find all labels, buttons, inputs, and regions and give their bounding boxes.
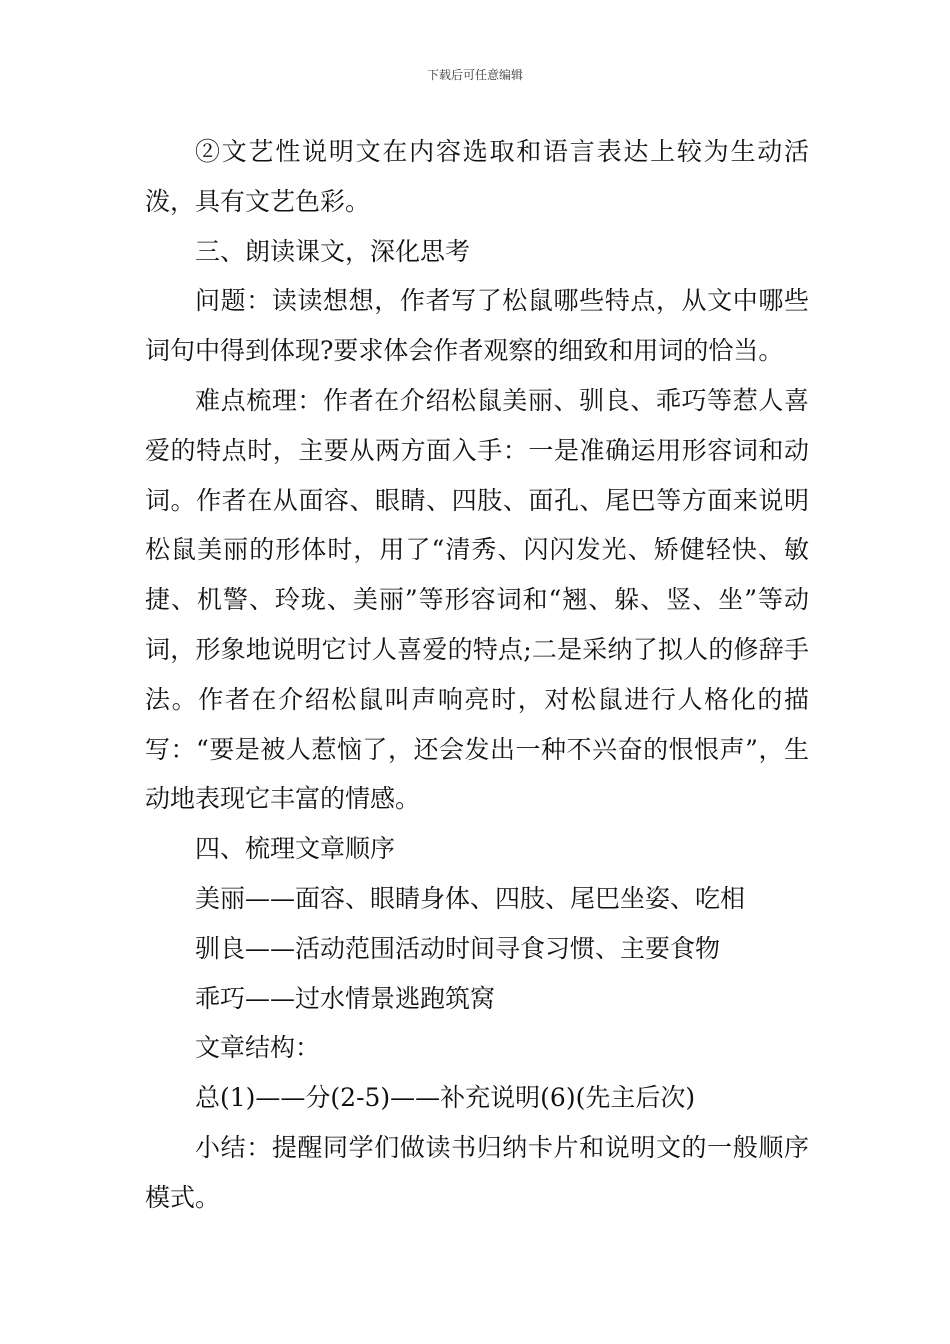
- order-item-docile: 驯良——活动范围活动时间寻食习惯、主要食物: [195, 933, 721, 963]
- section-heading-read-aloud: 三、朗读课文，深化思考: [195, 236, 471, 266]
- structure-outline: 总(1)——分(2-5)——补充说明(6)(先主后次): [195, 1083, 696, 1113]
- paragraph-literary-expository: ②文艺性说明文在内容选取和语言表达上较为生动活泼，具有文艺色彩。: [145, 137, 809, 216]
- paragraph-question: 问题：读读想想，作者写了松鼠哪些特点，从文中哪些词句中得到体现?要求体会作者观察的细致和用词的恰当。: [145, 286, 809, 366]
- section-heading-article-order: 四、梳理文章顺序: [195, 834, 396, 864]
- paragraph-summary: 小结：提醒同学们做读书归纳卡片和说明文的一般顺序模式。: [145, 1132, 809, 1212]
- order-item-clever: 乖巧——过水情景逃跑筑窝: [195, 983, 496, 1013]
- document-body: [145, 127, 809, 1223]
- order-item-beautiful: 美丽——面容、眼睛身体、四肢、尾巴坐姿、吃相: [195, 883, 746, 913]
- page-header: 下载后可任意编辑: [426, 68, 523, 82]
- paragraph-difficulty-analysis: 难点梳理：作者在介绍松鼠美丽、驯良、乖巧等惹人喜爱的特点时，主要从两方面入手：一是准确运用形容词和动词。作者在从面容、眼睛、四肢、面孔、尾巴等方面来说明松鼠美丽的形体时，用了“清秀、闪闪发光、矫健轻快、敏捷、机警、玲珑、美丽”等形容词和“翘、躲、竖、坐”等动词，形象地说明它讨人喜爱的特点;二是采纳了拟人的修辞手法。作者在介绍松鼠叫声响亮时，对松鼠进行人格化的描写：“要是被人惹恼了，还会发出一种不兴奋的恨恨声”，生动地表现它丰富的情感。: [145, 385, 809, 814]
- structure-label: 文章结构：: [195, 1033, 321, 1063]
